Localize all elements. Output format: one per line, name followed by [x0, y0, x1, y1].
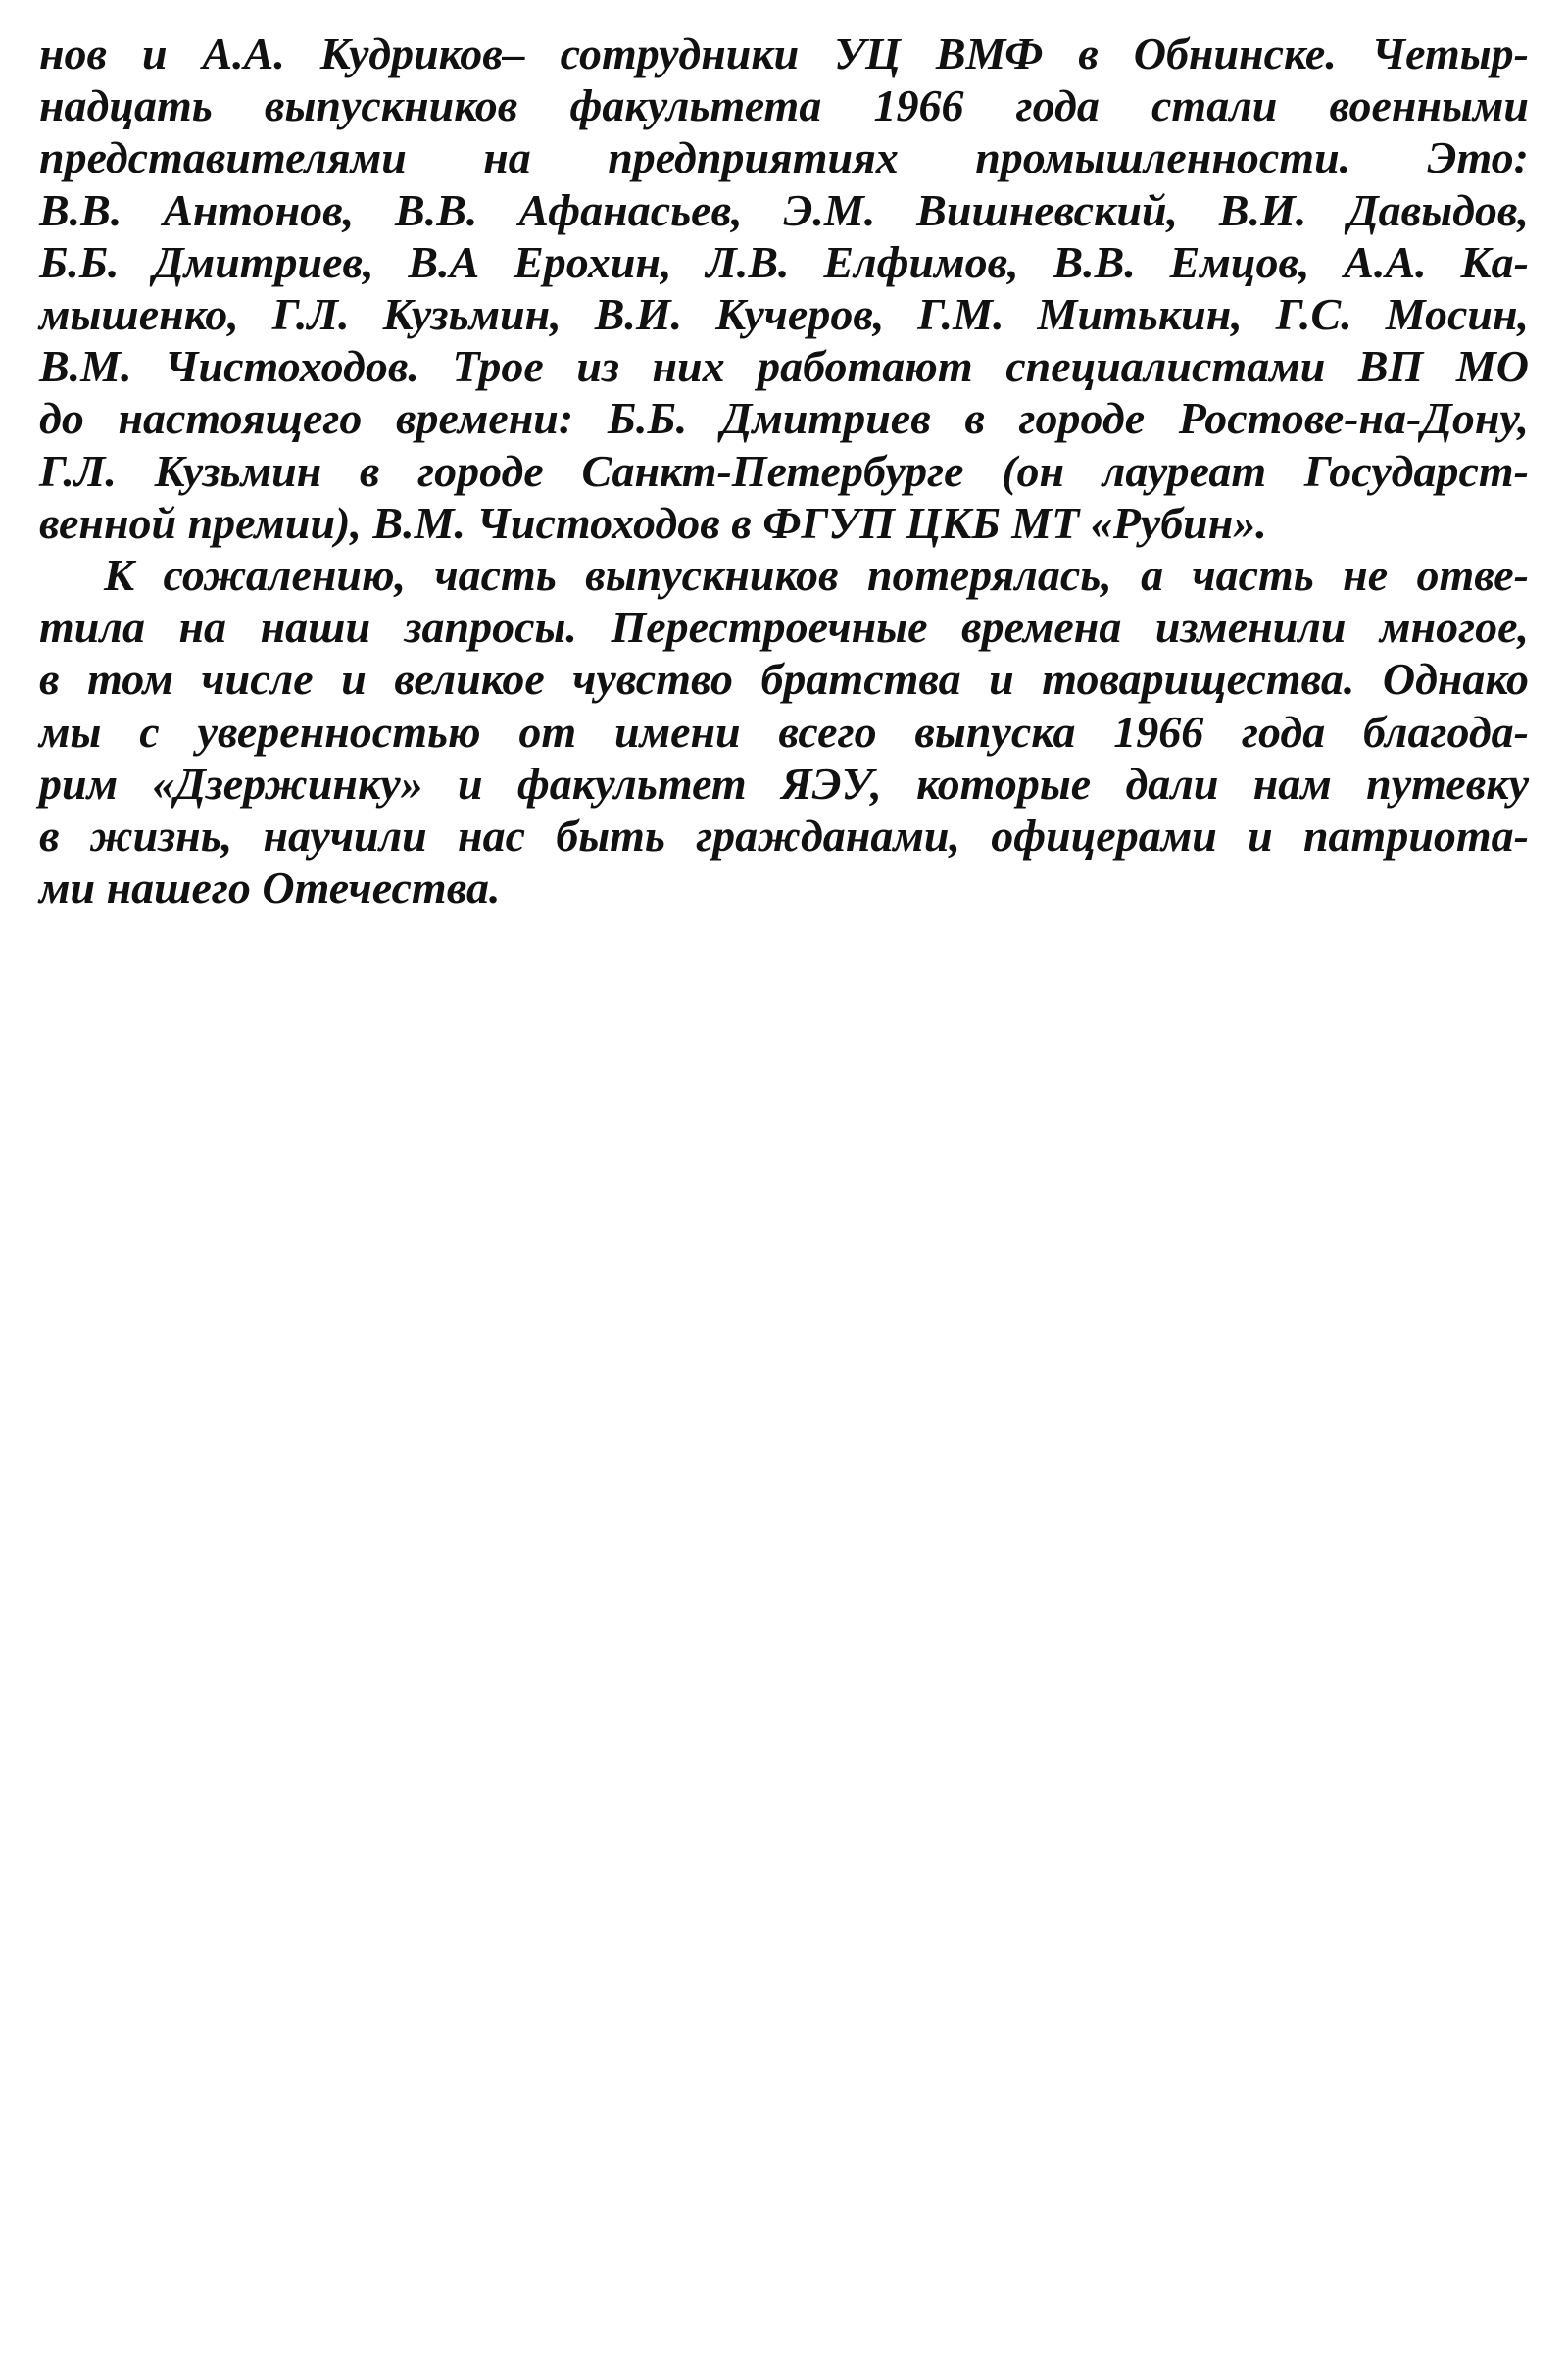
text-line: Г.Л. Кузьмин в городе Санкт-Петербурге (он лауреат Государст- — [39, 445, 1529, 496]
paragraph-2 — [39, 549, 1529, 914]
text-line: нов и А.А. Кудриков– сотрудники УЦ ВМФ в Обнинске. Четыр- — [39, 28, 1529, 78]
text-line: В.В. Антонов, В.В. Афанасьев, Э.М. Вишневский, В.И. Давыдов, — [39, 184, 1529, 235]
text-line: венной премии), В.М. Чистоходов в ФГУП ЦКБ МТ «Рубин». — [39, 497, 1267, 548]
text-line: рим «Дзержинку» и факультет ЯЭУ, которые дали нам путевку — [39, 758, 1529, 809]
text-line: ми нашего Отечества. — [39, 863, 501, 914]
text-line: В.М. Чистоходов. Трое из них работают специалистами ВП МО — [39, 341, 1529, 392]
text-line: К сожалению, часть выпускников потерялась, а часть не отве- — [104, 550, 1529, 601]
text-line: до настоящего времени: Б.Б. Дмитриев в городе Ростове-на-Дону, — [39, 393, 1529, 444]
text-line: представителями на предприятиях промышленности. Это: — [39, 132, 1529, 183]
text-line: мы с уверенностью от имени всего выпуска 1966 года благода- — [39, 706, 1529, 757]
text-line: в том числе и великое чувство братства и товарищества. Однако — [39, 654, 1529, 705]
text-line: в жизнь, научили нас быть гражданами, офицерами и патриота- — [39, 811, 1529, 862]
text-line: надцать выпускников факультета 1966 года стали военными — [39, 80, 1529, 131]
text-line: тила на наши запросы. Перестроечные времена изменили многое, — [39, 602, 1529, 653]
paragraph-1 — [39, 27, 1529, 549]
text-line: мышенко, Г.Л. Кузьмин, В.И. Кучеров, Г.М. Митькин, Г.С. Мосин, — [39, 289, 1529, 340]
text-line: Б.Б. Дмитриев, В.А Ерохин, Л.В. Елфимов, В.В. Емцов, А.А. Ка- — [39, 236, 1529, 287]
document-page — [39, 27, 1529, 914]
